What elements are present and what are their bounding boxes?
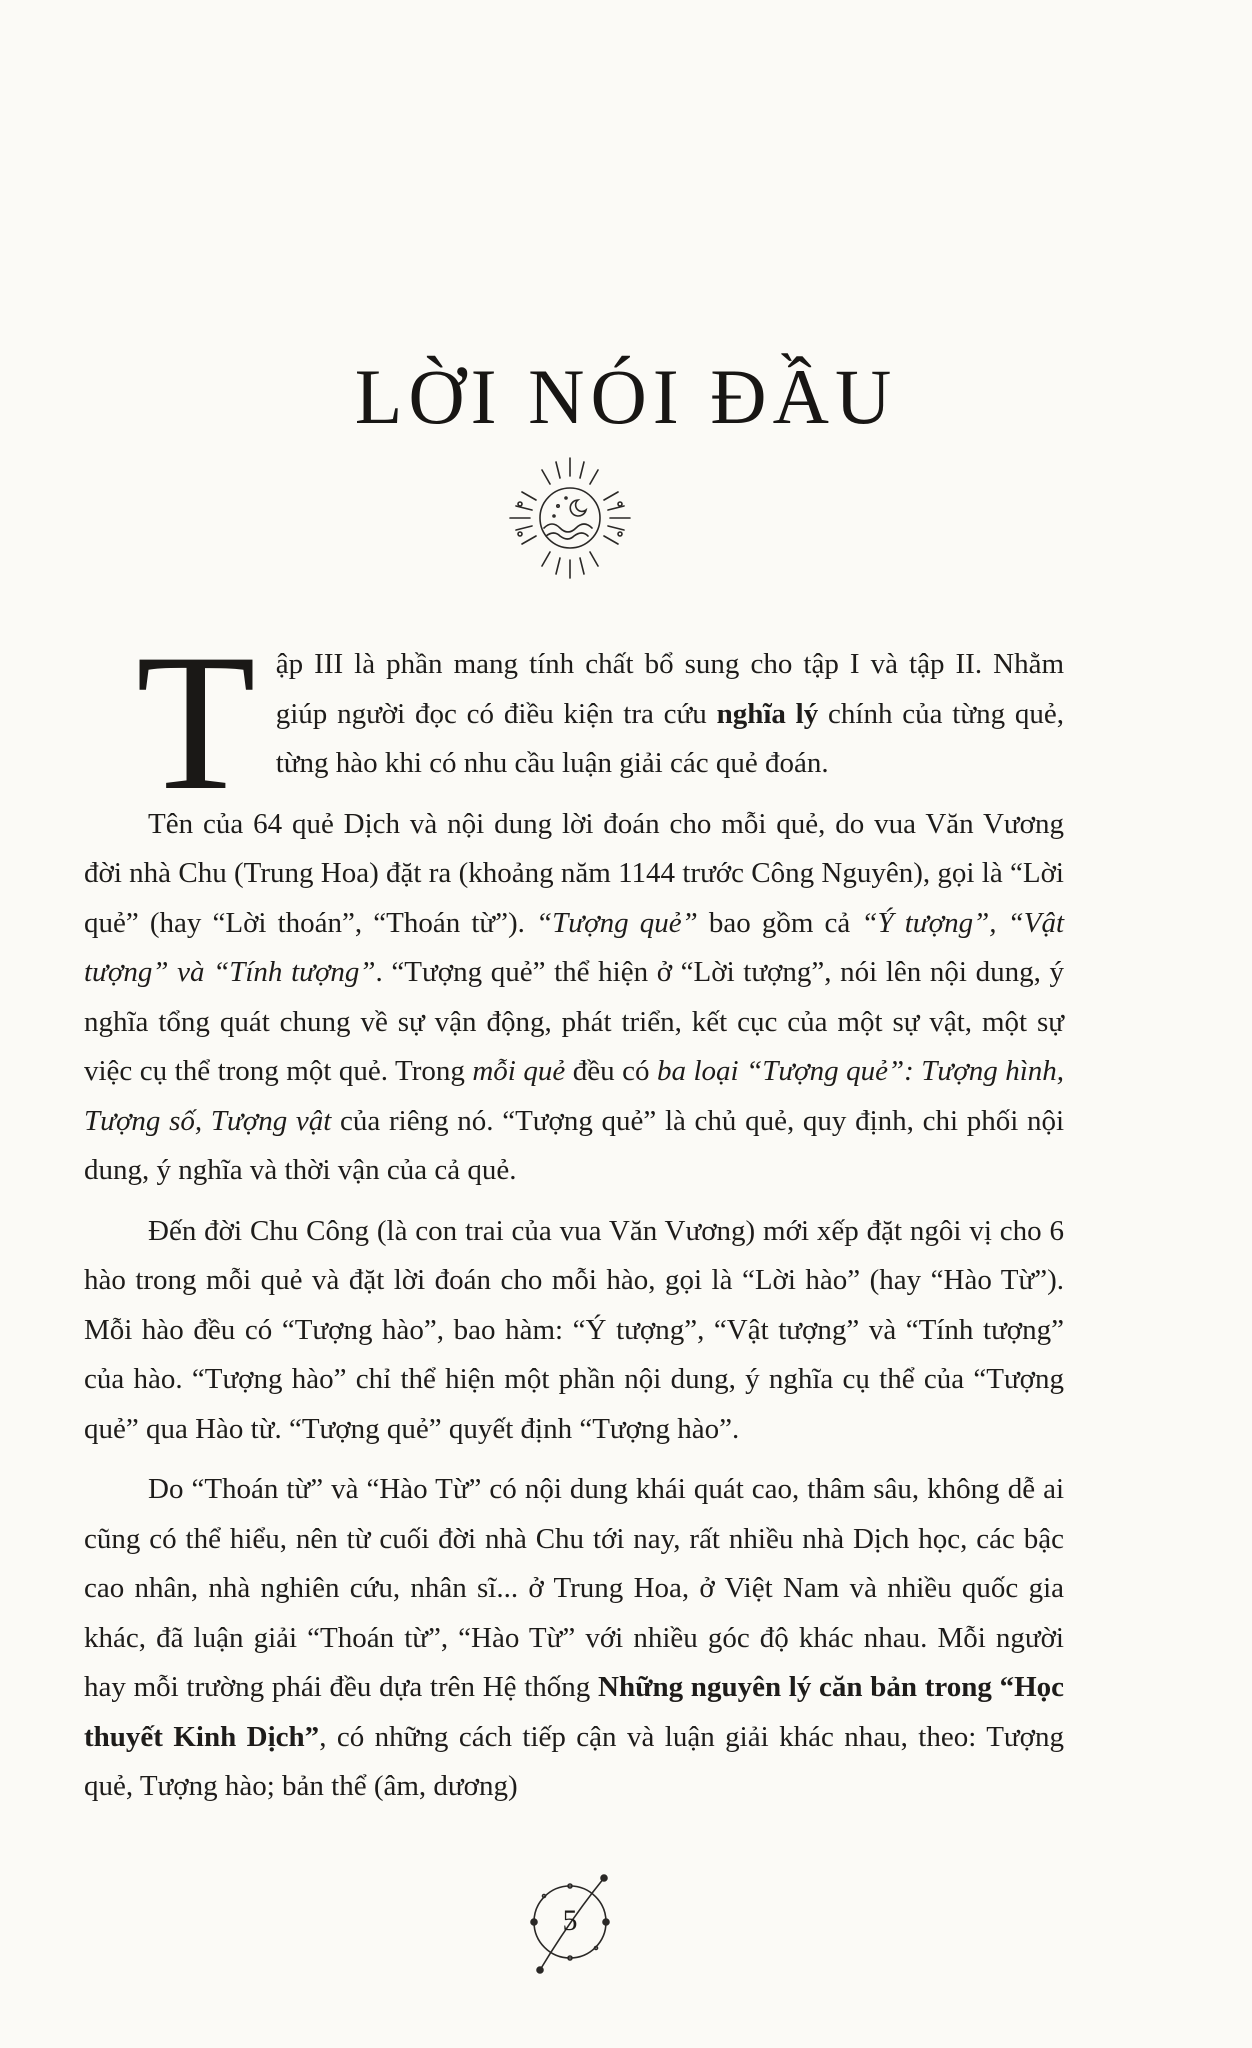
page-number: 5 — [562, 1904, 578, 1937]
paragraph-2: Tên của 64 quẻ Dịch và nội dung lời đoán cho mỗi quẻ, do vua Văn Vương đời nhà Chu (Trung Hoa) đặt ra (khoảng năm 1144 trước Công Nguyên), gọi là “Lời quẻ” (hay “Lời thoán”, “Thoán từ”). “Tượng quẻ” bao gồm cả “Ý tượng”, “Vật tượng” và “Tính tượng”. “Tượng quẻ” thể hiện ở “Lời tượng”, nói lên nội dung, ý nghĩa tổng quát chung về sự vận động, phát triển, kết cục của một sự vật, một sự việc cụ thể trong một quẻ. Trong mỗi quẻ đều có ba loại “Tượng quẻ”: Tượng hình, Tượng số, Tượng vật của riêng nó. “Tượng quẻ” là chủ quẻ, quy định, chi phối nội dung, ý nghĩa và thời vận của cả quẻ. — [84, 807, 1065, 1186]
paragraph-4: Do “Thoán từ” và “Hào Từ” có nội dung khái quát cao, thâm sâu, không dễ ai cũng có thể hiểu, nên từ cuối đời nhà Chu tới nay, rất nhiều nhà Dịch học, các bậc cao nhân, nhà nghiên cứu, nhân sĩ... ở Trung Hoa, ở Việt Nam và nhiều quốc gia khác, đã luận giải “Thoán từ”, “Hào Từ” với nhiều góc độ khác nhau. Mỗi người hay mỗi trường phái đều dựa trên Hệ thống Những nguyên lý căn bản trong “Học thuyết Kinh Dịch”, có những cách tiếp cận và luận giải khác nhau, theo: Tượng quẻ, Tượng hào; bản thể (âm, dương) — [84, 1473, 1064, 1802]
page-number-ornament — [510, 1870, 630, 1990]
drop-cap: T — [136, 614, 256, 831]
paragraph-1: ập III là phần mang tính chất bổ sung cho tập I và tập II. Nhằm giúp người đọc có điều kiện tra cứu nghĩa lý chính của từng quẻ, từng hào khi có nhu cầu luận giải các quẻ đoán. — [275, 648, 1064, 779]
sun-moon-wave-ornament — [500, 448, 640, 588]
body-text — [84, 614, 1065, 1823]
page-title: LỜI NÓI ĐẦU — [354, 353, 898, 440]
paragraph-3: Đến đời Chu Công (là con trai của vua Văn Vương) mới xếp đặt ngôi vị cho 6 hào trong mỗi quẻ và đặt lời đoán cho mỗi hào, gọi là “Lời hào” (hay “Hào Từ”). Mỗi hào đều có “Tượng hào”, bao hàm: “Ý tượng”, “Vật tượng” và “Tính tượng” của hào. “Tượng hào” chỉ thể hiện một phần nội dung, ý nghĩa cụ thể của “Tượng quẻ” qua Hào từ. “Tượng quẻ” quyết định “Tượng hào”. — [84, 1214, 1064, 1445]
